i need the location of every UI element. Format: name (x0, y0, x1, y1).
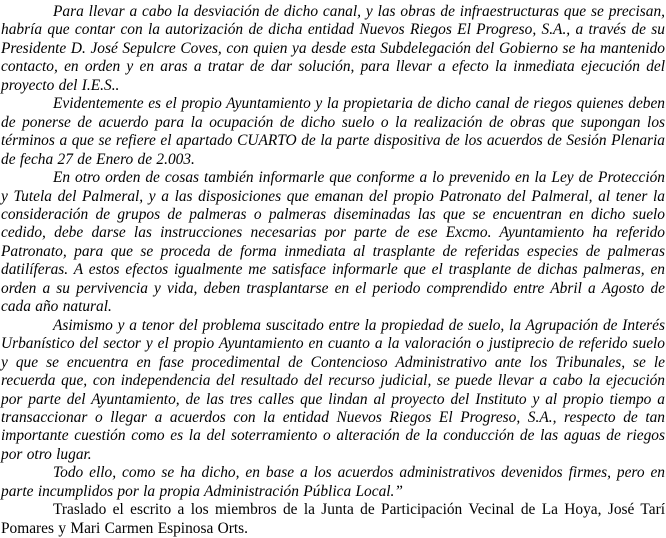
paragraph-acuerdo-ocupacion-suelo: Evidentemente es el propio Ayuntamiento y la propietaria de dicho canal de riegos quienes deben de ponerse de acuerdo para la ocupación de dicho suelo o la realización de obras que supongan los términos a que se refiere el apartado CUARTO de la parte dispositiva de los acuerdos de Sesión Plenaria de fecha 27 de Enero de 2.003. (1, 95, 665, 168)
paragraph-cierre-cita: Todo ello, como se ha dicho, en base a los acuerdos administrativos devenidos firmes, pero en parte incumplidos por la propia Administración Pública Local.” (1, 464, 665, 500)
paragraph-justiprecio-contencioso: Asimismo y a tenor del problema suscitado entre la propiedad de suelo, la Agrupación de Interés Urbanístico del sector y el propio Ayuntamiento en cuanto a la valoración o justiprecio de referido suelo y que se encuentra en fase procedimental de Contencioso Administrativo ante los Tribunales, se le recuerda que, con independencia del resultado del recurso judicial, se puede llevar a cabo la ejecución por parte del Ayuntamiento, de las tres calles que lindan al proyecto del Instituto y al propio tiempo a transaccionar o llegar a acuerdos con la entidad Nuevos Riegos El Progreso, S.A., respecto de tan importante cuestión como es la del soterramiento o alteración de la conducción de las aguas de riegos por otro lugar. (1, 316, 665, 463)
paragraph-palmeral-trasplante: En otro orden de cosas también informarle que conforme a lo prevenido en la Ley de Protección y Tutela del Palmeral, y a las disposiciones que emanan del propio Patronato del Palmeral, al tener la consideración de grupos de palmeras o palmeras diseminadas las que se encuentran en dicho suelo cedido, debe darse las instrucciones necesarias por parte de ese Excmo. Ayuntamiento ha referido Patronato, para que se proceda de forma inmediata al trasplante de referidas especies de palmeras datilíferas. A estos efectos igualmente me satisface informarle que el trasplante de dichas palmeras, en orden a su pervivencia y vida, deben trasplantarse en el periodo comprendido entre Abril a Agosto de cada año natural. (1, 169, 665, 316)
paragraph-canal-desviacion: Para llevar a cabo la desviación de dicho canal, y las obras de infraestructuras que se precisan, habría que contar con la autorización de dicha entidad Nuevos Riegos El Progreso, S.A., a través de su Presidente D. José Sepulcre Coves, con quien ya desde esta Subdelegación del Gobierno se ha mantenido contacto, en orden y en aras a tratar de dar solución, para llevar a efecto la inmediata ejecución del proyecto del I.E.S.. (1, 3, 665, 94)
paragraph-traslado-junta-vecinal: Traslado el escrito a los miembros de la Junta de Participación Vecinal de La Hoya, José Tarí Pomares y Mari Carmen Espinosa Orts. (1, 501, 665, 537)
